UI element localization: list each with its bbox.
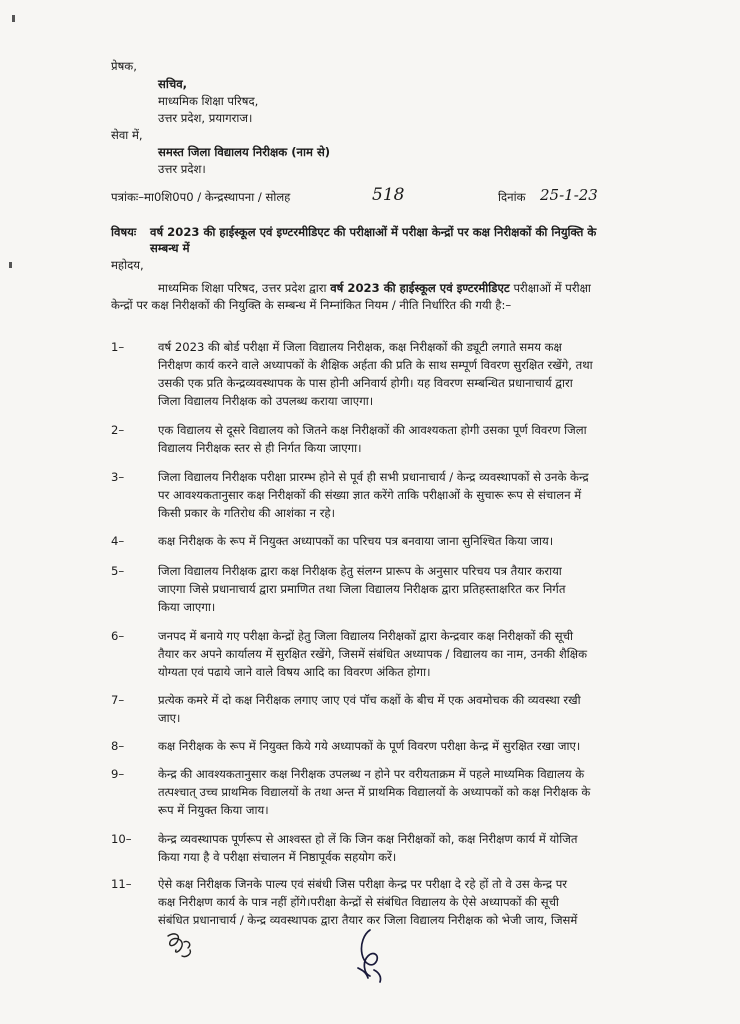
point-line: जनपद में बनाये गए परीक्षा केन्द्रों हेतु जिला विद्यालय निरीक्षकों द्वारा केन्द्रवार कक्ष निरीक्षकों की सूची bbox=[158, 629, 573, 643]
point-line: जिला विद्यालय निरीक्षक परीक्षा प्रारम्भ होने से पूर्व ही सभी प्रधानाचार्य / केन्द्र व्यवस्थापकों से उनके केन्द्र bbox=[158, 470, 589, 484]
patrank-label: पत्रांकः–मा0शि0प0 / केन्द्रस्थापना / सोलह bbox=[111, 190, 291, 204]
point-line: निरीक्षण कार्य करने वाले अध्यापकों के शैक्षिक अर्हता की प्रति के साथ सम्पूर्ण विवरण सुरक्षित रखेंगे, तथा bbox=[158, 358, 593, 372]
initials-mark bbox=[160, 928, 202, 962]
point-number: 7– bbox=[111, 693, 125, 707]
point-line: कक्ष निरीक्षक के रूप में नियुक्त अध्यापकों का परिचय पत्र बनवाया जाना सुनिश्चित किया जाय। bbox=[158, 534, 554, 548]
intro-line-2: केन्द्रों पर कक्ष निरीक्षकों की नियुक्ति के सम्बन्ध में निम्नांकित नियम / नीति निर्धारित की गयी है:– bbox=[111, 298, 512, 312]
point-number: 3– bbox=[111, 470, 125, 484]
recipient-label: सेवा में, bbox=[111, 128, 143, 142]
point-line: उसकी एक प्रति केन्द्रव्यवस्थापक के पास होनी अनिवार्य होगी। यह विवरण सम्बन्धित प्रधानाचार्य द्वारा bbox=[158, 376, 573, 390]
date-handwritten: 25-1-23 bbox=[540, 186, 598, 204]
point-line: ऐसे कक्ष निरीक्षक जिनके पाल्य एवं संबंधी जिस परीक्षा केन्द्र पर परीक्षा दे रहे हों तो वे उस केन्द्र पर bbox=[158, 877, 568, 891]
point-number: 11– bbox=[111, 877, 132, 891]
intro-line-1 bbox=[158, 280, 591, 297]
sender-place: उत्तर प्रदेश, प्रयागराज। bbox=[158, 111, 253, 125]
point-line: वर्ष 2023 की बोर्ड परीक्षा में जिला विद्यालय निरीक्षक, कक्ष निरीक्षकों की ड्यूटी लगाते समय कक्ष bbox=[158, 340, 562, 354]
margin-mark bbox=[12, 15, 15, 22]
point-number: 6– bbox=[111, 629, 125, 643]
point-line: पर आवश्यकतानुसार कक्ष निरीक्षकों की संख्या ज्ञात करेंगे ताकि परीक्षाओं के सुचारू रूप से संचालन में bbox=[158, 488, 582, 502]
point-line: विद्यालय निरीक्षक स्तर से ही निर्गत किया जाएगा। bbox=[158, 441, 362, 455]
point-line: केन्द्र की आवश्यकतानुसार कक्ष निरीक्षक उपलब्ध न होने पर वरीयताक्रम में पहले माध्यमिक विद्यालय के bbox=[158, 767, 585, 781]
point-line: संबंधित प्रधानाचार्य / केन्द्र व्यवस्थापक द्वारा तैयार कर जिला विद्यालय निरीक्षक को भेजी जाय, जिसमें bbox=[158, 913, 578, 927]
recipient-name: समस्त जिला विद्यालय निरीक्षक (नाम से) bbox=[158, 145, 331, 159]
point-line: योग्यता एवं पढाये जाने वाले विषय आदि का विवरण अंकित होगा। bbox=[158, 665, 431, 679]
letter-number-handwritten: 518 bbox=[372, 185, 405, 205]
signature bbox=[346, 922, 392, 986]
point-line: प्रत्येक कमरे में दो कक्ष निरीक्षक लगाए जाए एवं पॉच कक्षों के बीच में एक अवमोचक की व्यवस्था रखी bbox=[158, 693, 581, 707]
intro-text: परीक्षाओं में परीक्षा bbox=[509, 281, 591, 295]
point-number: 10– bbox=[111, 832, 132, 846]
sender-designation: सचिव, bbox=[158, 77, 188, 91]
point-line: कक्ष निरीक्षण कार्य के पात्र नहीं होंगे।परीक्षा केन्द्रों से संबंधित विद्यालय के ऐसे अध्यापकों की सूची bbox=[158, 895, 559, 909]
point-line: कक्ष निरीक्षक के रूप में नियुक्त किये गये अध्यापकों के पूर्ण विवरण परीक्षा केन्द्र में सुरक्षित रखा जाए। bbox=[158, 739, 581, 753]
subject-line-2: सम्बन्ध में bbox=[150, 241, 190, 255]
point-line: एक विद्यालय से दूसरे विद्यालय को जितने कक्ष निरीक्षकों की आवश्यकता होगी उसका पूर्ण विवरण जिला bbox=[158, 423, 587, 437]
point-line: रूप में नियुक्त किया जाय। bbox=[158, 803, 269, 817]
point-number: 9– bbox=[111, 767, 125, 781]
intro-bold-text: वर्ष 2023 की हाईस्कूल एवं इण्टरमीडिएट bbox=[330, 281, 510, 295]
subject-line-1: वर्ष 2023 की हाईस्कूल एवं इण्टरमीडिएट की परीक्षाओं में परीक्षा केन्द्रों पर कक्ष निरीक्षकों की नियुक्ति के bbox=[150, 225, 597, 239]
point-number: 5– bbox=[111, 564, 125, 578]
point-line: तैयार कर अपने कार्यालय में सुरक्षित रखेंगे, जिसमें संबंधित अध्यापक / विद्यालय का नाम, उनकी शैक्षिक bbox=[158, 647, 587, 661]
subject-label: विषयः bbox=[111, 225, 137, 239]
point-line: तत्पश्चात् उच्च प्राथमिक विद्यालयों के तथा अन्त में प्राथमिक विद्यालयों के अध्यापकों को कक्ष निरीक्षक के bbox=[158, 785, 591, 799]
point-number: 2– bbox=[111, 423, 125, 437]
point-line: किसी प्रकार के गतिरोध की आशंका न रहे। bbox=[158, 506, 335, 520]
recipient-place: उत्तर प्रदेश। bbox=[158, 162, 206, 176]
point-line: जिला विद्यालय निरीक्षक द्वारा कक्ष निरीक्षक हेतु संलग्न प्रारूप के अनुसार परिचय पत्र तैयार कराया bbox=[158, 564, 562, 578]
salutation: महोदय, bbox=[111, 258, 144, 272]
point-number: 1– bbox=[111, 340, 125, 354]
margin-mark bbox=[9, 262, 12, 268]
point-line: जिला विद्यालय निरीक्षक को उपलब्ध कराया जाएगा। bbox=[158, 394, 374, 408]
point-line: किया गया है वे परीक्षा संचालन में निष्ठापूर्वक सहयोग करें। bbox=[158, 850, 397, 864]
sender-label: प्रेषक, bbox=[111, 59, 137, 73]
sender-office: माध्यमिक शिक्षा परिषद, bbox=[158, 94, 259, 108]
point-line: किया जाएगा। bbox=[158, 600, 216, 614]
point-line: जाएगा जिसे प्रधानाचार्य द्वारा प्रमाणित तथा जिला विद्यालय निरीक्षक द्वारा प्रतिहस्ताक्षरित कर निर्गत bbox=[158, 582, 566, 596]
intro-text: माध्यमिक शिक्षा परिषद, उत्तर प्रदेश द्वारा bbox=[158, 281, 331, 295]
point-number: 8– bbox=[111, 739, 125, 753]
point-line: जाए। bbox=[158, 711, 181, 725]
point-number: 4– bbox=[111, 534, 125, 548]
date-label: दिनांक bbox=[498, 190, 526, 204]
point-line: केन्द्र व्यवस्थापक पूर्णरूप से आश्वस्त हो लें कि जिन कक्ष निरीक्षकों को, कक्ष निरीक्षण कार्य में योजित bbox=[158, 832, 578, 846]
